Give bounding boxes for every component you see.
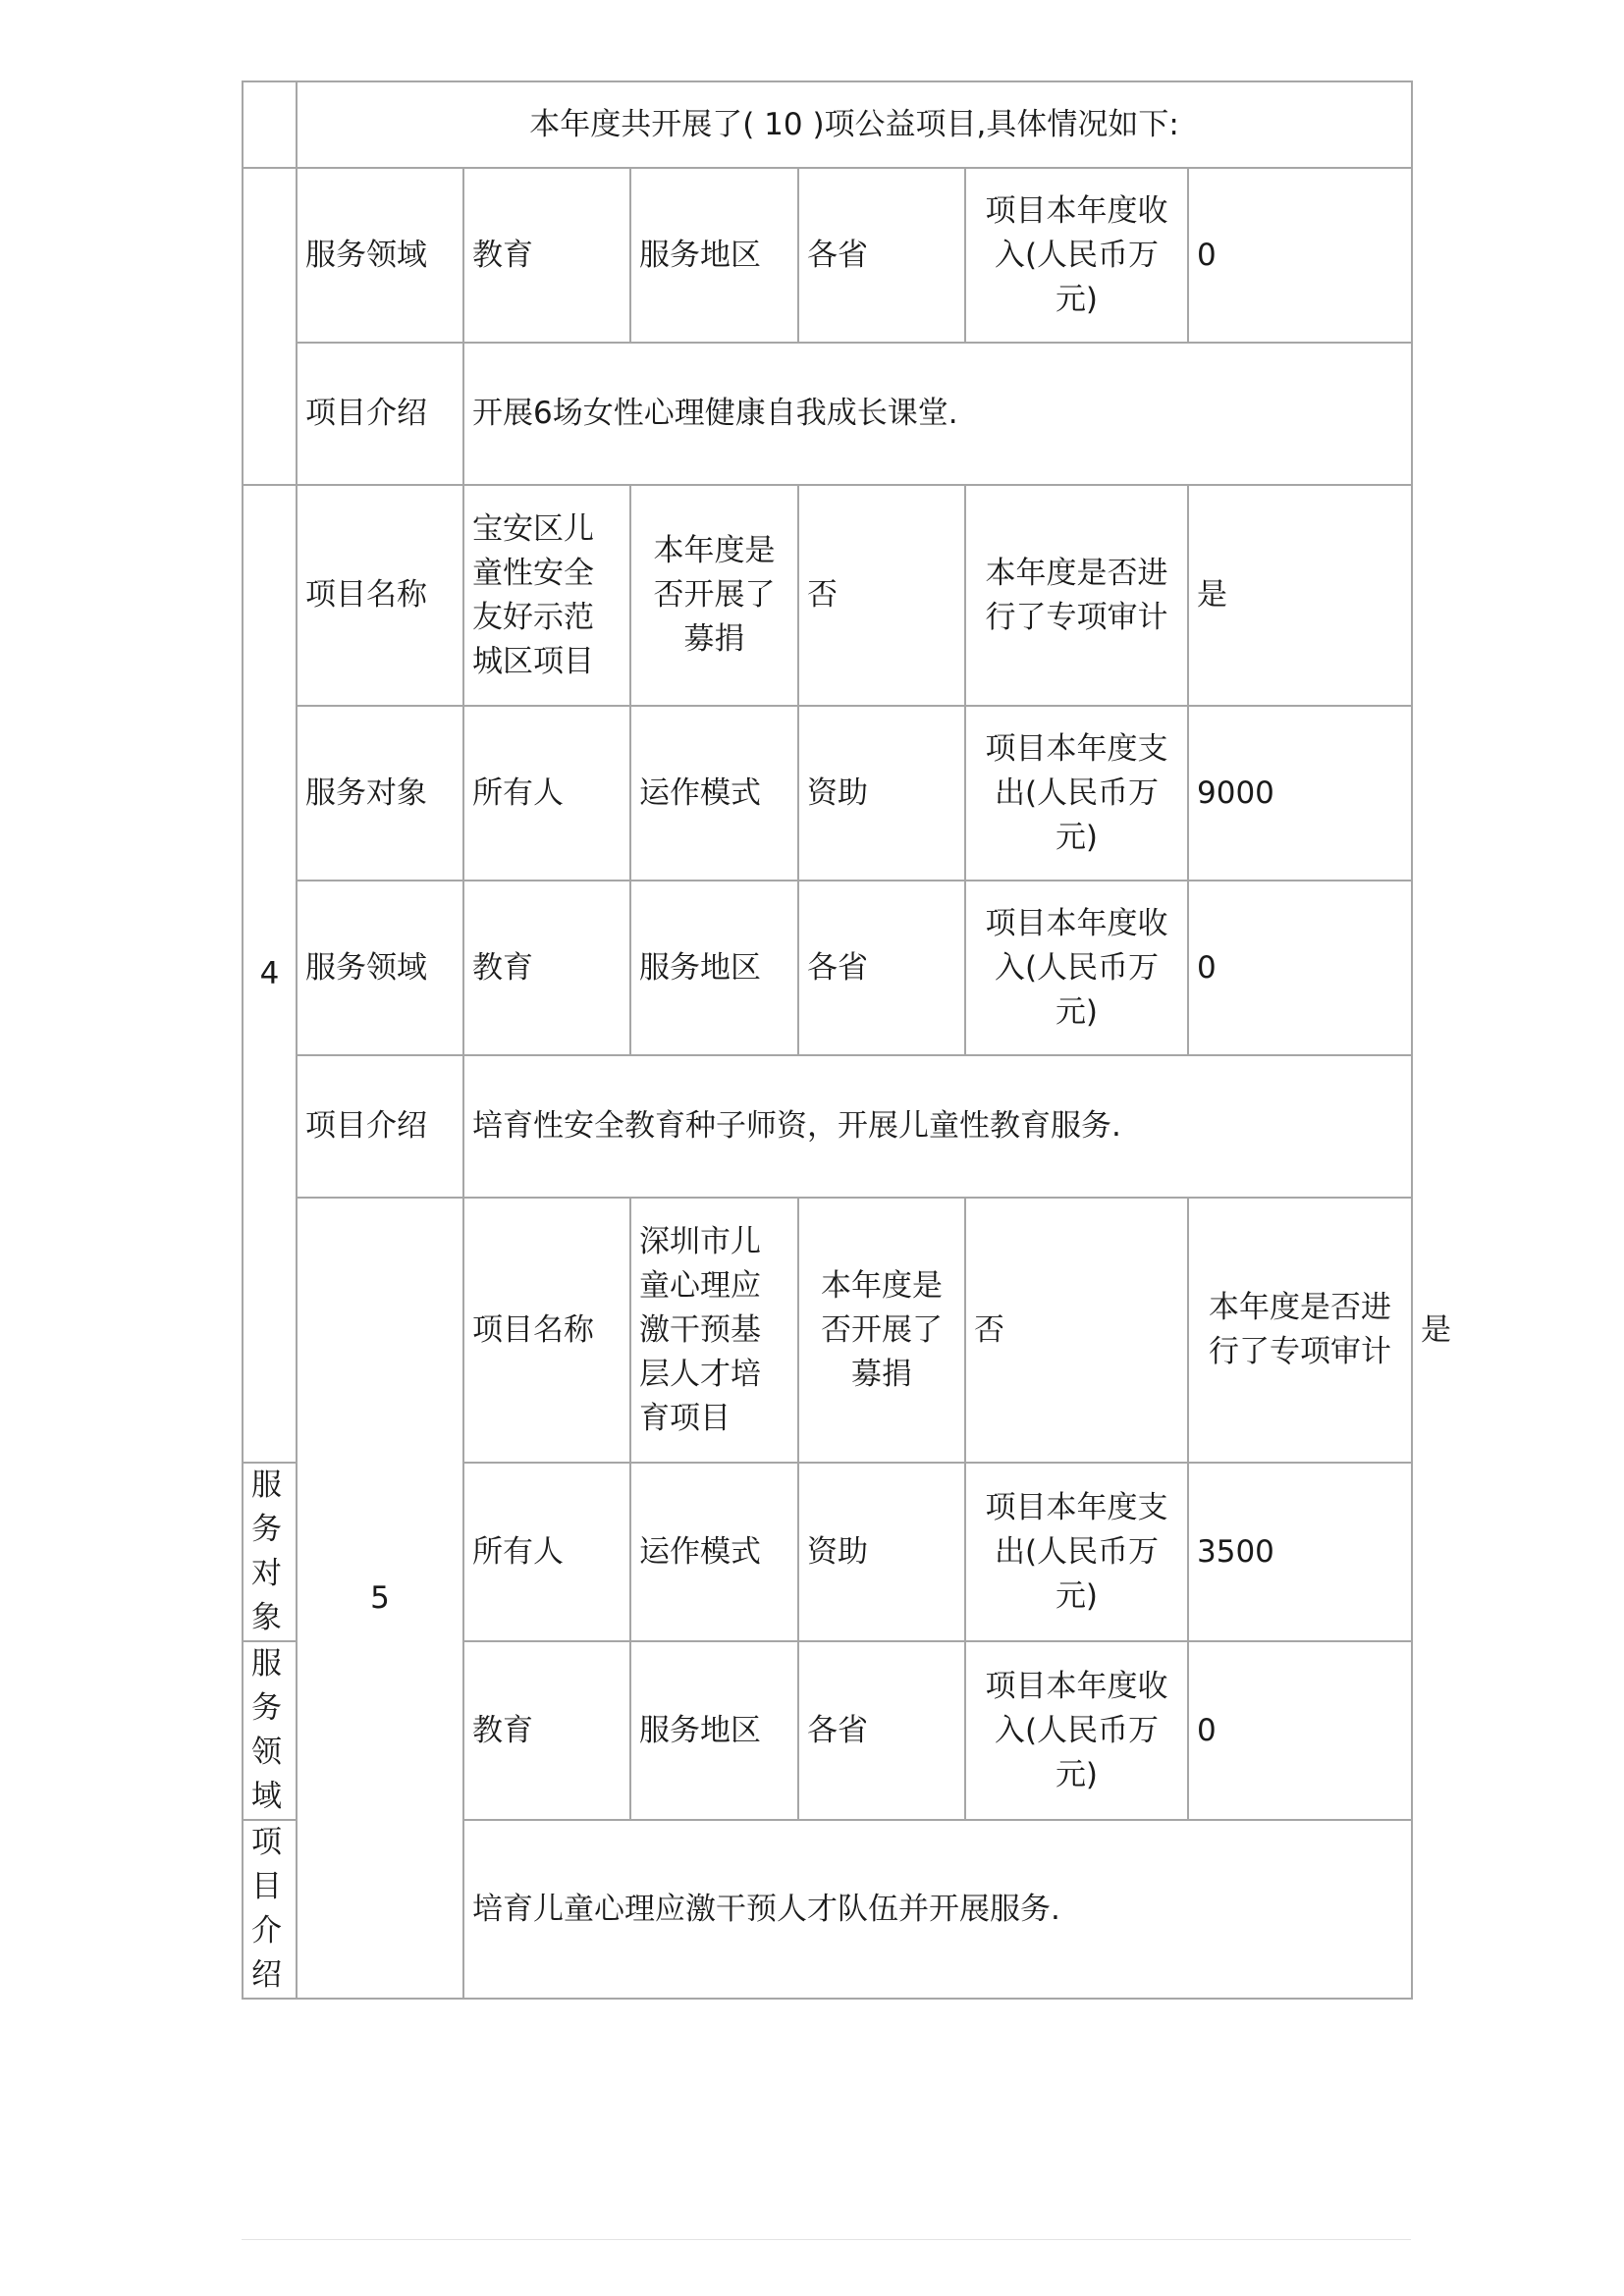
label-audit: 本年度是否进行了专项审计	[965, 485, 1188, 706]
label-expense: 项目本年度支出(人民币万元)	[965, 1463, 1188, 1641]
value-project-name: 深圳市儿童心理应激干预基层人才培育项目	[630, 1198, 798, 1463]
label-audit: 本年度是否进行了专项审计	[1188, 1198, 1412, 1463]
value-operation-mode: 资助	[798, 1463, 965, 1641]
table-row-service-field	[243, 881, 1412, 1055]
public-welfare-projects-table	[242, 80, 1452, 2000]
label-service-area: 服务地区	[630, 881, 798, 1055]
value-service-target: 所有人	[463, 1463, 630, 1641]
value-intro: 培育儿童心理应激干预人才队伍并开展服务.	[463, 1820, 1412, 1999]
project-index: 5	[297, 1198, 463, 1999]
label-income: 项目本年度收入(人民币万元)	[965, 168, 1188, 343]
table-row-intro	[243, 343, 1412, 485]
label-operation-mode: 运作模式	[630, 1463, 798, 1641]
table-row-intro	[243, 1055, 1412, 1198]
label-fundraising: 本年度是否开展了募捐	[798, 1198, 965, 1463]
value-fundraising: 否	[965, 1198, 1188, 1463]
label-operation-mode: 运作模式	[630, 706, 798, 881]
index-cell-empty	[243, 81, 297, 168]
index-cell-empty	[243, 168, 297, 485]
label-income: 项目本年度收入(人民币万元)	[965, 881, 1188, 1055]
table-row-service-field	[243, 168, 1412, 343]
summary-row	[243, 81, 1412, 168]
value-income: 0	[1188, 881, 1412, 1055]
label-service-area: 服务地区	[630, 1641, 798, 1820]
table-row-project-name: 5 项目名称 深圳市儿童心理应激干预基层人才培育项目 本年度是否开展了募捐 否 本年度是否进行了专项审计 是	[243, 1198, 1412, 1463]
footer-divider	[242, 2239, 1411, 2240]
value-intro: 开展6场女性心理健康自我成长课堂.	[463, 343, 1412, 485]
label-service-field: 服务领域	[243, 1641, 297, 1820]
value-service-field: 教育	[463, 168, 630, 343]
label-income: 项目本年度收入(人民币万元)	[965, 1641, 1188, 1820]
value-service-field: 教育	[463, 1641, 630, 1820]
value-operation-mode: 资助	[798, 706, 965, 881]
label-service-target: 服务对象	[243, 1463, 297, 1641]
value-expense: 3500	[1188, 1463, 1412, 1641]
value-project-name: 宝安区儿童性安全友好示范城区项目	[463, 485, 630, 706]
label-fundraising: 本年度是否开展了募捐	[630, 485, 798, 706]
label-service-field: 服务领域	[297, 168, 463, 343]
label-project-name: 项目名称	[297, 485, 463, 706]
label-intro: 项目介绍	[297, 1055, 463, 1198]
summary-text: 本年度共开展了( 10 )项公益项目,具体情况如下:	[297, 81, 1412, 168]
table-row-project-name	[243, 485, 1412, 706]
value-intro: 培育性安全教育种子师资，开展儿童性教育服务.	[463, 1055, 1412, 1198]
label-intro: 项目介绍	[297, 343, 463, 485]
value-income: 0	[1188, 1641, 1412, 1820]
label-intro: 项目介绍	[243, 1820, 297, 1999]
value-income: 0	[1188, 168, 1412, 343]
value-service-target: 所有人	[463, 706, 630, 881]
value-service-area: 各省	[798, 881, 965, 1055]
label-expense: 项目本年度支出(人民币万元)	[965, 706, 1188, 881]
value-service-area: 各省	[798, 1641, 965, 1820]
table-row-service-target	[243, 706, 1412, 881]
label-service-target: 服务对象	[297, 706, 463, 881]
label-service-area: 服务地区	[630, 168, 798, 343]
project-index: 4	[243, 485, 297, 1463]
value-audit: 是	[1188, 485, 1412, 706]
label-project-name: 项目名称	[463, 1198, 630, 1463]
label-service-field: 服务领域	[297, 881, 463, 1055]
value-fundraising: 否	[798, 485, 965, 706]
value-expense: 9000	[1188, 706, 1412, 881]
value-service-field: 教育	[463, 881, 630, 1055]
value-service-area: 各省	[798, 168, 965, 343]
